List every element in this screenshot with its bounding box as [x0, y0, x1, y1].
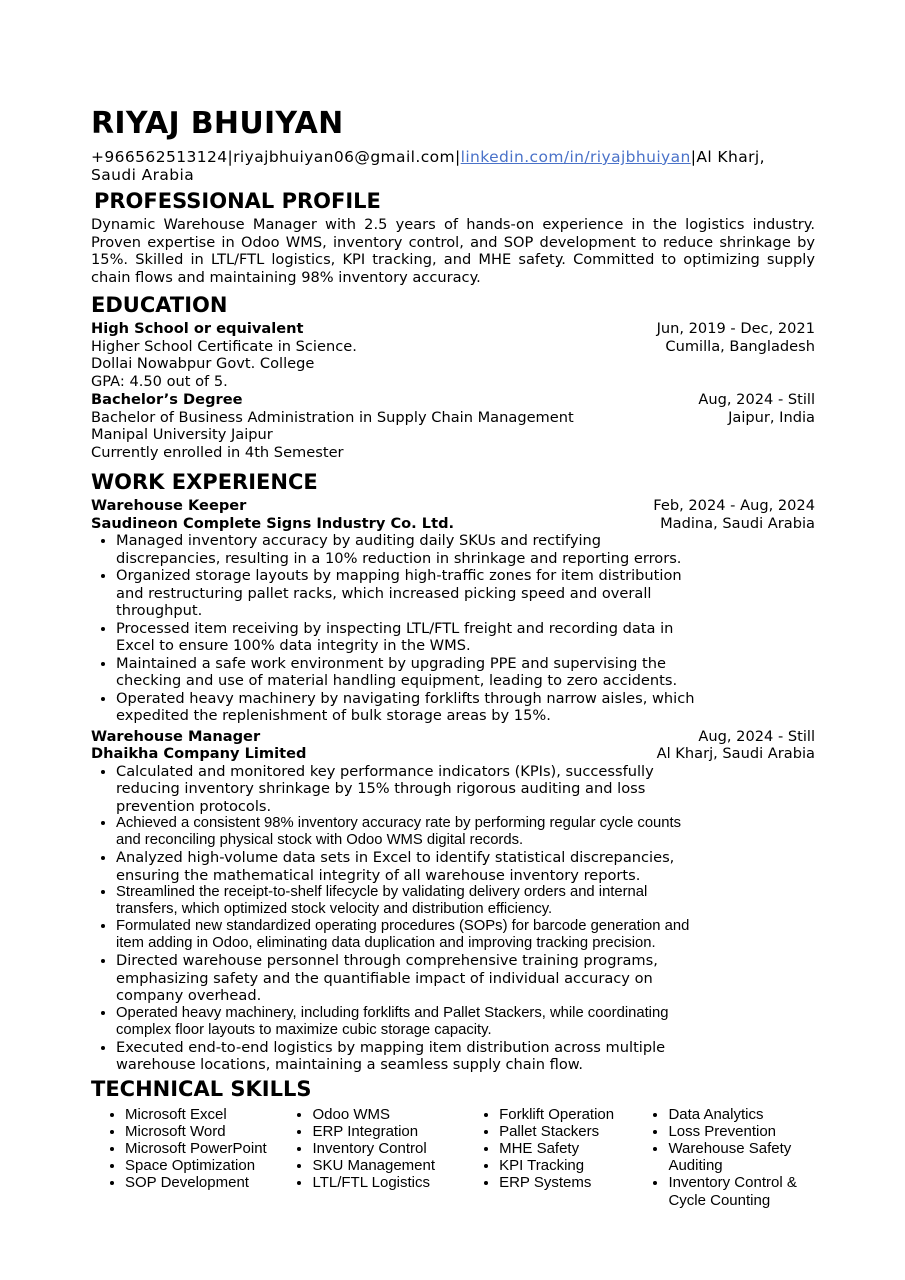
profile-heading: PROFESSIONAL PROFILE — [94, 189, 381, 213]
gpa: GPA: 4.50 out of 5. — [91, 372, 228, 390]
separator: | — [690, 148, 697, 166]
skills-grid — [91, 1106, 815, 1209]
list-item: • Managed inventory accuracy by auditing daily SKUs and rectifying discrepancies, resulting in a 10% reduction in shrinkage and reporting errors. — [116, 532, 701, 567]
job-row — [91, 728, 815, 746]
job-dates: Aug, 2024 - Still — [698, 727, 815, 745]
list-item: • Streamlined the receipt-to-shelf lifecycle by validating delivery orders and internal transfers, which optimized stock velocity and distribution efficiency. — [116, 884, 701, 918]
job-title: Warehouse Keeper — [91, 497, 247, 514]
job-entry-warehouse-keeper — [91, 497, 815, 725]
degree-title: Bachelor’s Degree — [91, 391, 243, 408]
company-name: Dhaikha Company Limited — [91, 745, 307, 762]
list-item: • Processed item receiving by inspecting LTL/FTL freight and recording data in Excel to ensure 100% data integrity in the WMS. — [116, 620, 701, 655]
experience-heading: WORK EXPERIENCE — [91, 470, 318, 494]
job-entry-warehouse-manager — [91, 728, 815, 1074]
degree-detail: Higher School Certificate in Science. — [91, 337, 357, 355]
job-row — [91, 497, 815, 515]
company-name: Saudineon Complete Signs Industry Co. Ltd. — [91, 514, 455, 532]
degree-title: High School or equivalent — [91, 320, 304, 337]
education-row — [91, 391, 815, 409]
list-item: • Maintained a safe work environment by upgrading PPE and supervising the checking and use of material handling equipment, leading to zero accidents. — [116, 655, 701, 690]
list-item: • Organized storage layouts by mapping high-traffic zones for item distribution and restructuring pallet racks, which increased picking speed and overall throughput. — [116, 567, 701, 620]
skill-item: • Inventory Control — [312, 1140, 465, 1157]
enrollment-status: Currently enrolled in 4th Semester — [91, 443, 344, 461]
education-row — [91, 338, 815, 356]
candidate-name: RIYAJ BHUIYAN — [91, 106, 344, 141]
institution: Dollai Nowabpur Govt. College — [91, 355, 315, 372]
separator: | — [455, 148, 461, 166]
skill-item: • Forklift Operation — [499, 1106, 634, 1123]
skills-column — [465, 1106, 634, 1209]
job-location: Al Kharj, Saudi Arabia — [656, 745, 815, 762]
separator: | — [227, 148, 234, 166]
list-item: • Executed end-to-end logistics by mapping item distribution across multiple warehouse locations, maintaining a seamless supply chain flow. — [116, 1039, 701, 1074]
location: Al Kharj, Saudi Arabia — [91, 148, 765, 184]
skill-item: • Warehouse Safety Auditing — [668, 1140, 815, 1174]
job-row — [91, 745, 815, 763]
linkedin-link[interactable]: linkedin.com/in/riyajbhuiyan — [460, 148, 691, 166]
skill-item: • ERP Systems — [499, 1174, 634, 1191]
institution: Manipal University Jaipur — [91, 426, 273, 443]
list-item: • Calculated and monitored key performance indicators (KPIs), successfully reducing inventory shrinkage by 15% through rigorous auditing and loss prevention protocols. — [116, 763, 701, 816]
skill-item: • SOP Development — [125, 1174, 278, 1191]
skill-item: • Data Analytics — [668, 1106, 815, 1123]
education-entry-bachelor — [91, 391, 815, 461]
skills-column — [91, 1106, 278, 1209]
list-item: • Operated heavy machinery by navigating forklifts through narrow aisles, which expedited the replenishment of bulk storage areas by 15%. — [116, 690, 701, 725]
skills-column — [278, 1106, 465, 1209]
phone-number: +966562513124 — [91, 148, 228, 166]
skill-item: • Microsoft PowerPoint — [125, 1140, 278, 1157]
skill-item: • Odoo WMS — [312, 1106, 465, 1123]
profile-summary: Dynamic Warehouse Manager with 2.5 years of hands-on experience in the logistics industry. Proven expertise in Odoo WMS, inventory control, and SOP development to reduce shrinkage by 15%. Skilled in LTL/FTL logistics, KPI tracking, and MHE safety. Committed to optimizing supply chain flows and maintaining 98% inventory accuracy. — [91, 216, 815, 286]
education-heading: EDUCATION — [91, 293, 228, 317]
skill-item: • Pallet Stackers — [499, 1123, 634, 1140]
education-place: Cumilla, Bangladesh — [665, 337, 815, 355]
education-dates: Jun, 2019 - Dec, 2021 — [656, 320, 815, 337]
job-dates: Feb, 2024 - Aug, 2024 — [653, 497, 815, 514]
skill-item: • Loss Prevention — [668, 1123, 815, 1140]
skill-item: • Inventory Control & Cycle Counting — [668, 1174, 815, 1208]
skills-heading: TECHNICAL SKILLS — [91, 1076, 312, 1101]
job-title: Warehouse Manager — [91, 727, 261, 745]
contact-line — [91, 148, 815, 184]
skills-column — [634, 1106, 815, 1209]
job-row — [91, 515, 815, 533]
education-row — [91, 320, 815, 338]
skill-item: • Microsoft Word — [125, 1123, 278, 1140]
education-row — [91, 409, 815, 427]
job-location: Madina, Saudi Arabia — [660, 514, 815, 532]
list-item: • Formulated new standardized operating procedures (SOPs) for barcode generation and item adding in Odoo, eliminating data duplication and improving tracking precision. — [116, 918, 701, 952]
skill-item: • LTL/FTL Logistics — [312, 1174, 465, 1191]
skill-item: • KPI Tracking — [499, 1157, 634, 1174]
skill-item: • Microsoft Excel — [125, 1106, 278, 1123]
education-dates: Aug, 2024 - Still — [698, 391, 815, 408]
list-item: • Directed warehouse personnel through comprehensive training programs, emphasizing safety and the quantifiable impact of individual accuracy on company overhead. — [116, 952, 701, 1005]
list-item: • Operated heavy machinery, including forklifts and Pallet Stackers, while coordinating complex floor layouts to maximize cubic storage capacity. — [116, 1005, 701, 1039]
skill-item: • MHE Safety — [499, 1140, 634, 1157]
job-bullets — [91, 763, 815, 1074]
skill-item: • Space Optimization — [125, 1157, 278, 1174]
education-place: Jaipur, India — [728, 408, 815, 426]
education-entry-high-school — [91, 320, 815, 390]
list-item: • Achieved a consistent 98% inventory accuracy rate by performing regular cycle counts and reconciling physical stock with Odoo WMS digital records. — [116, 815, 701, 849]
skill-item: • ERP Integration — [312, 1123, 465, 1140]
job-bullets — [91, 532, 815, 725]
list-item: • Analyzed high-volume data sets in Excel to identify statistical discrepancies, ensuring the mathematical integrity of all warehouse inventory reports. — [116, 849, 701, 884]
email-address: riyajbhuiyan06@gmail.com — [233, 148, 456, 166]
skill-item: • SKU Management — [312, 1157, 465, 1174]
degree-detail: Bachelor of Business Administration in Supply Chain Management — [91, 408, 574, 426]
